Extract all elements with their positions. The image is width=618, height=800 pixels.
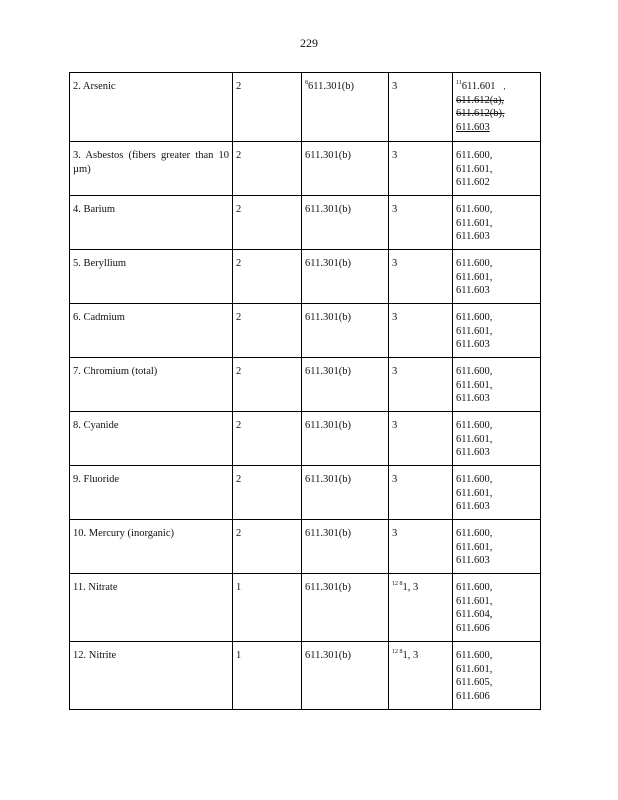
section-text: 611.600, [456, 312, 493, 323]
table-row [70, 574, 541, 642]
table-row [70, 196, 541, 250]
table-row [70, 358, 541, 412]
section-reference [456, 676, 537, 690]
level-value: 2 [236, 204, 242, 215]
section-text: 611.612(b), [456, 108, 505, 119]
revision-mark: , [503, 82, 506, 91]
frequency-value: 3 [392, 366, 398, 377]
section-reference [456, 311, 537, 325]
contaminant-name: 11. Nitrate [73, 582, 118, 593]
frequency-cell [389, 574, 453, 642]
section-text: 611.603 [456, 285, 490, 296]
section-text: 611.603 [456, 555, 490, 566]
section-text: 611.602 [456, 177, 490, 188]
contaminant-cell [70, 304, 233, 358]
section-text: 611.601, [456, 663, 493, 675]
section-reference [456, 257, 537, 271]
frequency-cell [389, 642, 453, 710]
level-value: 1 [236, 650, 242, 661]
section-text: 611.600, [456, 204, 493, 215]
section-text: 611.603 [456, 231, 490, 242]
contaminant-cell [70, 520, 233, 574]
level-value: 2 [236, 420, 242, 431]
section-reference [456, 541, 537, 555]
contaminant-cell [70, 142, 233, 196]
section-reference [456, 271, 537, 285]
section-reference [456, 80, 537, 94]
section-reference [456, 473, 537, 487]
section-reference [456, 527, 537, 541]
contaminant-name: 8. Cyanide [73, 420, 119, 431]
frequency-cell [389, 358, 453, 412]
contaminant-cell [70, 574, 233, 642]
section-reference [456, 419, 537, 433]
section-text: 611.601, [456, 163, 493, 175]
table-row [70, 250, 541, 304]
section-reference [456, 379, 537, 393]
contaminant-name: 6. Cadmium [73, 312, 125, 323]
frequency-value: 3 [392, 420, 398, 431]
section-text: 611.600, [456, 366, 493, 377]
level-cell [233, 412, 302, 466]
reference-cell [302, 250, 389, 304]
frequency-value: 3 [392, 258, 398, 269]
footnote-marker: 8 [305, 80, 308, 86]
page-number: 229 [300, 36, 318, 50]
section-reference [456, 325, 537, 339]
table-row [70, 73, 541, 142]
contaminant-cell [70, 73, 233, 142]
sections-cell [453, 520, 541, 574]
table-row [70, 142, 541, 196]
reference-cell [302, 412, 389, 466]
reference-cell [302, 574, 389, 642]
section-reference [456, 94, 537, 108]
level-cell [233, 142, 302, 196]
contaminant-name: 10. Mercury (inorganic) [73, 528, 174, 539]
sections-cell [453, 574, 541, 642]
section-reference [456, 284, 537, 298]
section-text: 611.603 [456, 339, 490, 350]
footnote-marker: 11 [456, 80, 462, 86]
sections-cell [453, 642, 541, 710]
sections-cell [453, 304, 541, 358]
reference-value: 611.301(b) [305, 150, 351, 161]
reference-value: 611.301(b) [305, 420, 351, 431]
frequency-value: 3 [392, 150, 398, 161]
contaminant-cell [70, 412, 233, 466]
section-text: 611.600, [456, 650, 493, 661]
section-text: 611.601, [456, 595, 493, 607]
level-value: 2 [236, 150, 242, 161]
section-reference [456, 163, 537, 177]
frequency-value: 1, 3 [402, 650, 419, 661]
level-cell [233, 520, 302, 574]
section-text: 611.601, [456, 217, 493, 229]
frequency-cell [389, 73, 453, 142]
section-text: 611.600, [456, 420, 493, 431]
section-reference [456, 581, 537, 595]
level-cell [233, 466, 302, 520]
section-text: 611.604, [456, 609, 493, 620]
section-reference [456, 649, 537, 663]
section-reference [456, 595, 537, 609]
reference-cell [302, 520, 389, 574]
section-reference [456, 690, 537, 704]
section-reference [456, 446, 537, 460]
frequency-cell [389, 412, 453, 466]
contaminant-name: 12. Nitrite [73, 650, 117, 661]
frequency-value: 3 [392, 528, 398, 539]
footnote-marker: 12 8 [392, 649, 403, 655]
level-cell [233, 250, 302, 304]
contaminant-name: 3. Asbestos (fibers greater than 10 µm) [73, 150, 229, 175]
contaminant-cell [70, 358, 233, 412]
section-reference [456, 121, 537, 135]
level-value: 1 [236, 582, 242, 593]
section-text: 611.600, [456, 150, 493, 161]
section-reference [456, 365, 537, 379]
section-text: 611.601, [456, 325, 493, 337]
contaminant-name: 5. Beryllium [73, 258, 127, 269]
reference-value: 611.301(b) [305, 650, 351, 661]
section-reference [456, 149, 537, 163]
contaminant-cell [70, 466, 233, 520]
section-text: 611.600, [456, 582, 493, 593]
section-reference [456, 622, 537, 636]
section-text: 611.600, [456, 474, 493, 485]
frequency-value: 3 [392, 204, 398, 215]
section-reference [456, 338, 537, 352]
section-text: 611.600, [456, 258, 493, 269]
contaminant-table [69, 72, 541, 710]
section-reference [456, 107, 537, 121]
section-text: 611.601 [461, 81, 496, 92]
frequency-value: 3 [392, 474, 398, 485]
level-value: 2 [236, 474, 242, 485]
section-text: 611.603 [456, 447, 490, 458]
frequency-value: 1, 3 [402, 582, 419, 593]
sections-cell [453, 196, 541, 250]
section-text: 611.601, [456, 433, 493, 445]
reference-cell [302, 142, 389, 196]
section-reference [456, 203, 537, 217]
reference-cell [302, 358, 389, 412]
frequency-cell [389, 250, 453, 304]
frequency-value: 3 [392, 312, 398, 323]
section-text: 611.605, [456, 677, 493, 688]
level-value: 2 [236, 312, 242, 323]
contaminant-name: 9. Fluoride [73, 474, 120, 485]
sections-cell [453, 73, 541, 142]
section-text: 611.603 [456, 121, 490, 133]
sections-cell [453, 250, 541, 304]
contaminant-cell [70, 250, 233, 304]
section-reference [456, 217, 537, 231]
section-reference [456, 554, 537, 568]
reference-cell [302, 73, 389, 142]
level-cell [233, 642, 302, 710]
section-reference [456, 392, 537, 406]
contaminant-name: 7. Chromium (total) [73, 366, 158, 377]
level-cell [233, 358, 302, 412]
section-text: 611.601, [456, 271, 493, 283]
reference-value: 611.301(b) [305, 312, 351, 323]
section-text: 611.601, [456, 379, 493, 391]
level-value: 2 [236, 366, 242, 377]
reference-value: 611.301(b) [308, 81, 354, 92]
sections-cell [453, 358, 541, 412]
level-cell [233, 196, 302, 250]
section-reference [456, 608, 537, 622]
table-row [70, 304, 541, 358]
table-row [70, 466, 541, 520]
reference-value: 611.301(b) [305, 258, 351, 269]
frequency-cell [389, 142, 453, 196]
section-text: 611.606 [456, 622, 490, 634]
reference-cell [302, 304, 389, 358]
reference-cell [302, 466, 389, 520]
section-reference [456, 500, 537, 514]
level-cell [233, 304, 302, 358]
section-text: 611.612(a), [456, 94, 505, 106]
frequency-value: 3 [392, 81, 398, 92]
section-reference [456, 433, 537, 447]
section-text: 611.601, [456, 487, 493, 499]
reference-value: 611.301(b) [305, 582, 351, 593]
level-value: 2 [236, 258, 242, 269]
sections-cell [453, 412, 541, 466]
reference-value: 611.301(b) [305, 366, 351, 377]
frequency-cell [389, 466, 453, 520]
level-value: 2 [236, 528, 242, 539]
footnote-marker: 12 8 [392, 581, 403, 587]
section-text: 611.606 [456, 690, 490, 702]
contaminant-cell [70, 196, 233, 250]
frequency-cell [389, 196, 453, 250]
section-reference [456, 230, 537, 244]
frequency-cell [389, 520, 453, 574]
section-reference [456, 487, 537, 501]
sections-cell [453, 142, 541, 196]
reference-cell [302, 196, 389, 250]
table-row [70, 520, 541, 574]
contaminant-cell [70, 642, 233, 710]
table-row [70, 642, 541, 710]
reference-value: 611.301(b) [305, 204, 351, 215]
section-text: 611.603 [456, 501, 490, 512]
section-text: 611.603 [456, 393, 490, 404]
level-cell [233, 574, 302, 642]
reference-value: 611.301(b) [305, 528, 351, 539]
section-text: 611.601, [456, 541, 493, 553]
sections-cell [453, 466, 541, 520]
contaminant-name: 2. Arsenic [73, 81, 116, 92]
table-row [70, 412, 541, 466]
contaminant-name: 4. Barium [73, 204, 115, 215]
level-cell [233, 73, 302, 142]
reference-value: 611.301(b) [305, 474, 351, 485]
frequency-cell [389, 304, 453, 358]
section-text: 611.600, [456, 528, 493, 539]
reference-cell [302, 642, 389, 710]
section-reference [456, 176, 537, 190]
section-reference [456, 663, 537, 677]
level-value: 2 [236, 81, 242, 92]
